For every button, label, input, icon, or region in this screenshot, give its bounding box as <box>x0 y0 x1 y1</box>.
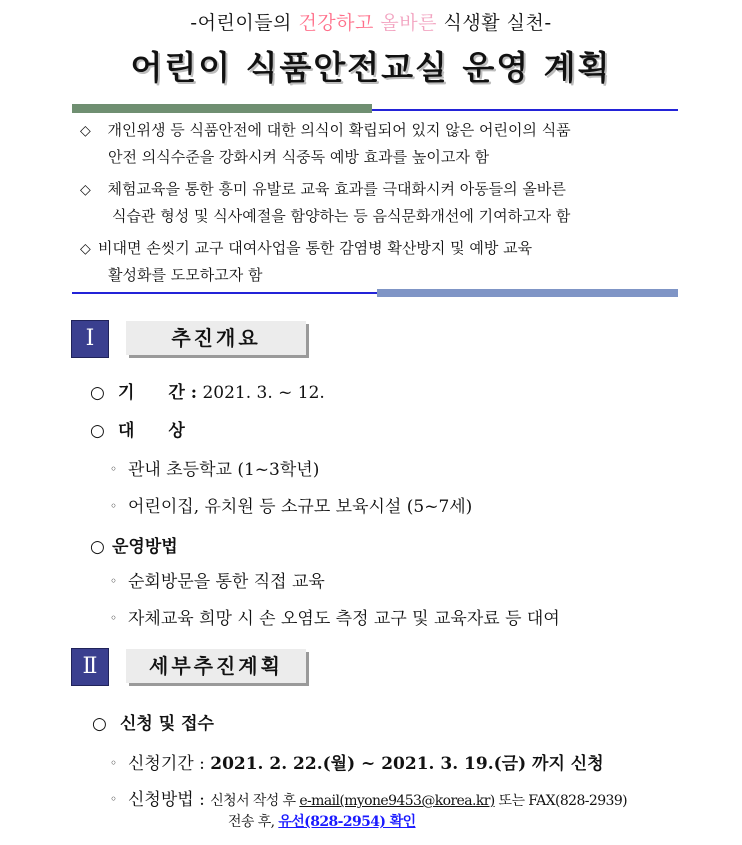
method-row: ○ 운영방법 <box>90 537 178 557</box>
period-row: ○ 기 간 : 2021. 3. ~ 12. <box>90 383 325 403</box>
email-link[interactable]: e-mail(myone9453@korea.kr) <box>299 793 495 809</box>
top-bar-blue <box>372 109 678 111</box>
bullet-icon: ◦ <box>110 499 118 513</box>
subtitle: -어린이들의 건강하고 올바른 식생활 실천- <box>190 12 552 34</box>
method-item-1: ◦ 순회방문을 통한 직접 교육 <box>110 572 325 592</box>
target-item-2: ◦ 어린이집, 유치원 등 소규모 보육시설 (5~7세) <box>110 497 473 517</box>
bullet-icon: ◦ <box>110 574 118 588</box>
objective-2-line1: ◇ 체험교육을 통한 흥미 유발로 교육 효과를 극대화시켜 아동들의 올바른 <box>80 176 566 204</box>
section-1-title: 추진개요 <box>126 321 306 355</box>
bottom-bar-light <box>377 289 678 297</box>
bullet-icon: ◦ <box>110 462 118 476</box>
bottom-bar-blue <box>72 292 377 294</box>
circle-icon: ○ <box>92 714 107 734</box>
method-item-2: ◦ 자체교육 희망 시 손 오염도 측정 교구 및 교육자료 등 대여 <box>110 609 560 629</box>
bullet-icon: ◦ <box>110 756 118 770</box>
section-1-number: Ⅰ <box>71 320 109 358</box>
apply-row: ○ 신청 및 접수 <box>92 714 214 734</box>
target-row: ○ 대 상 <box>90 421 185 441</box>
subtitle-highlight-right: 올바른 <box>380 12 437 34</box>
diamond-icon: ◇ <box>80 241 91 257</box>
circle-icon: ○ <box>90 421 105 441</box>
circle-icon: ○ <box>90 537 105 557</box>
objective-1-line1: ◇ 개인위생 등 식품안전에 대한 의식이 확립되어 있지 않은 어린이의 식품 <box>80 117 571 145</box>
diamond-icon: ◇ <box>80 182 91 198</box>
top-bar-green <box>72 104 372 113</box>
objective-2-line2: 식습관 형성 및 식사예절을 함양하는 등 음식문화개선에 기여하고자 함 <box>112 207 571 225</box>
section-2-title: 세부추진계획 <box>126 649 306 683</box>
section-2-number: Ⅱ <box>71 648 109 686</box>
objective-3-line1: ◇ 비대면 손씻기 교구 대여사업을 통한 감염병 확산방지 및 예방 교육 <box>80 235 532 263</box>
diamond-icon: ◇ <box>80 123 91 139</box>
phone-confirm-link[interactable]: 유선(828-2954) 확인 <box>278 814 416 830</box>
subtitle-highlight-healthy: 건강하고 <box>298 12 374 34</box>
page-title: 어린이 식품안전교실 운영 계획 <box>130 48 612 87</box>
apply-method-row: ◦ 신청방법 : 신청서 작성 후 e-mail(myone9453@korea.kr) 또는 FAX(828-2939) <box>110 790 627 810</box>
bullet-icon: ◦ <box>110 792 118 806</box>
apply-period-row: ◦ 신청기간 : 2021. 2. 22.(월) ~ 2021. 3. 19.(금) 까지 신청 <box>110 754 604 774</box>
circle-icon: ○ <box>90 383 105 403</box>
target-item-1: ◦ 관내 초등학교 (1~3학년) <box>110 460 320 480</box>
apply-method-line2: 전송 후, 유선(828-2954) 확인 <box>228 814 416 830</box>
bullet-icon: ◦ <box>110 611 118 625</box>
objective-1-line2: 안전 의식수준을 강화시켜 식중독 예방 효과를 높이고자 함 <box>108 148 490 166</box>
objective-3-line2: 활성화를 도모하고자 함 <box>108 266 263 284</box>
